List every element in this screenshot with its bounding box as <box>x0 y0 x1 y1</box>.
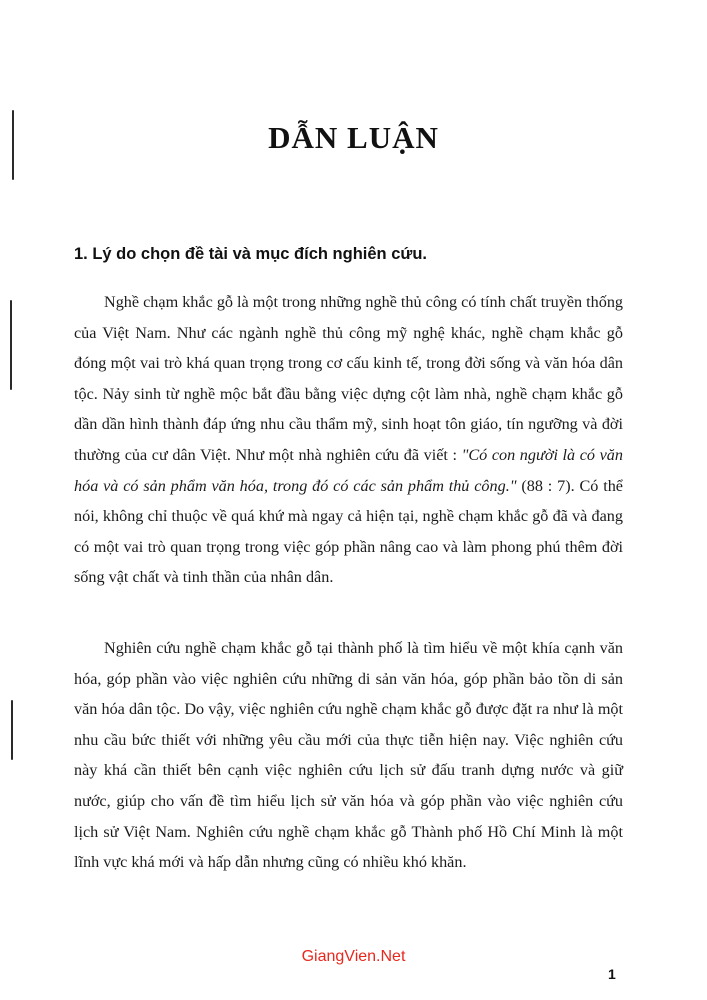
watermark: GiangVien.Net <box>301 948 406 965</box>
scan-edge-mark <box>10 300 12 390</box>
paragraph-1-text-start: Nghề chạm khắc gỗ là một trong những nghề thủ công có tính chất truyền thống của Việt Nam. Như các ngành nghề thủ công mỹ nghệ khác, nghề chạm khắc gỗ đóng một vai trò khá quan trọng trong cơ cấu kinh tế, trong đời sống và văn hóa dân tộc. Nảy sinh từ nghề mộc bắt đầu bằng việc dựng cột làm nhà, nghề chạm khắc gỗ dần dần hình thành đáp ứng nhu cầu thẩm mỹ, sinh hoạt tôn giáo, tín ngưỡng và đời thường của cư dân Việt. Như một nhà nghiên cứu đã viết : <box>74 293 624 464</box>
chapter-title: DẪN LUẬN <box>268 120 439 155</box>
paragraph-2-text: Nghiên cứu nghề chạm khắc gỗ tại thành phố là tìm hiểu về một khía cạnh văn hóa, góp phần vào việc nghiên cứu những di sản văn hóa, góp phần bảo tồn di sản văn hóa dân tộc. Do vậy, việc nghiên cứu nghề chạm khắc gỗ được đặt ra như là một nhu cầu bức thiết với những yêu cầu mới của thực tiễn hiện nay. Việc nghiên cứu này khá cần thiết bên cạnh việc nghiên cứu lịch sử đấu tranh dựng nước và giữ nước, giúp cho vấn đề tìm hiểu lịch sử văn hóa và góp phần vào việc nghiên cứu lịch sử Việt Nam. Nghiên cứu nghề chạm khắc gỗ Thành phố Hồ Chí Minh là một lĩnh vực khá mới và hấp dẫn nhưng cũng có nhiều khó khăn. <box>74 639 623 872</box>
page-number: 1 <box>608 966 616 982</box>
scan-edge-mark <box>11 700 13 760</box>
paragraph-1-quote: "Có con người là có văn hóa và có sản phẩm văn hóa, trong đó có các sản phẩm thủ công." <box>74 445 623 495</box>
paragraph-1-text-end: (88 : 7). Có thể nói, không chỉ thuộc về quá khứ mà ngay cả hiện tại, nghề chạm khắc gỗ đã và đang có một vai trò quan trọng trong việc góp phần nâng cao và làm phong phú thêm đời sống vật chất và tinh thần của nhân dân. <box>74 476 623 587</box>
paragraph-1 <box>74 287 623 593</box>
section-heading: 1. Lý do chọn đề tài và mục đích nghiên cứu. <box>74 245 428 263</box>
paragraph-2 <box>74 633 623 878</box>
